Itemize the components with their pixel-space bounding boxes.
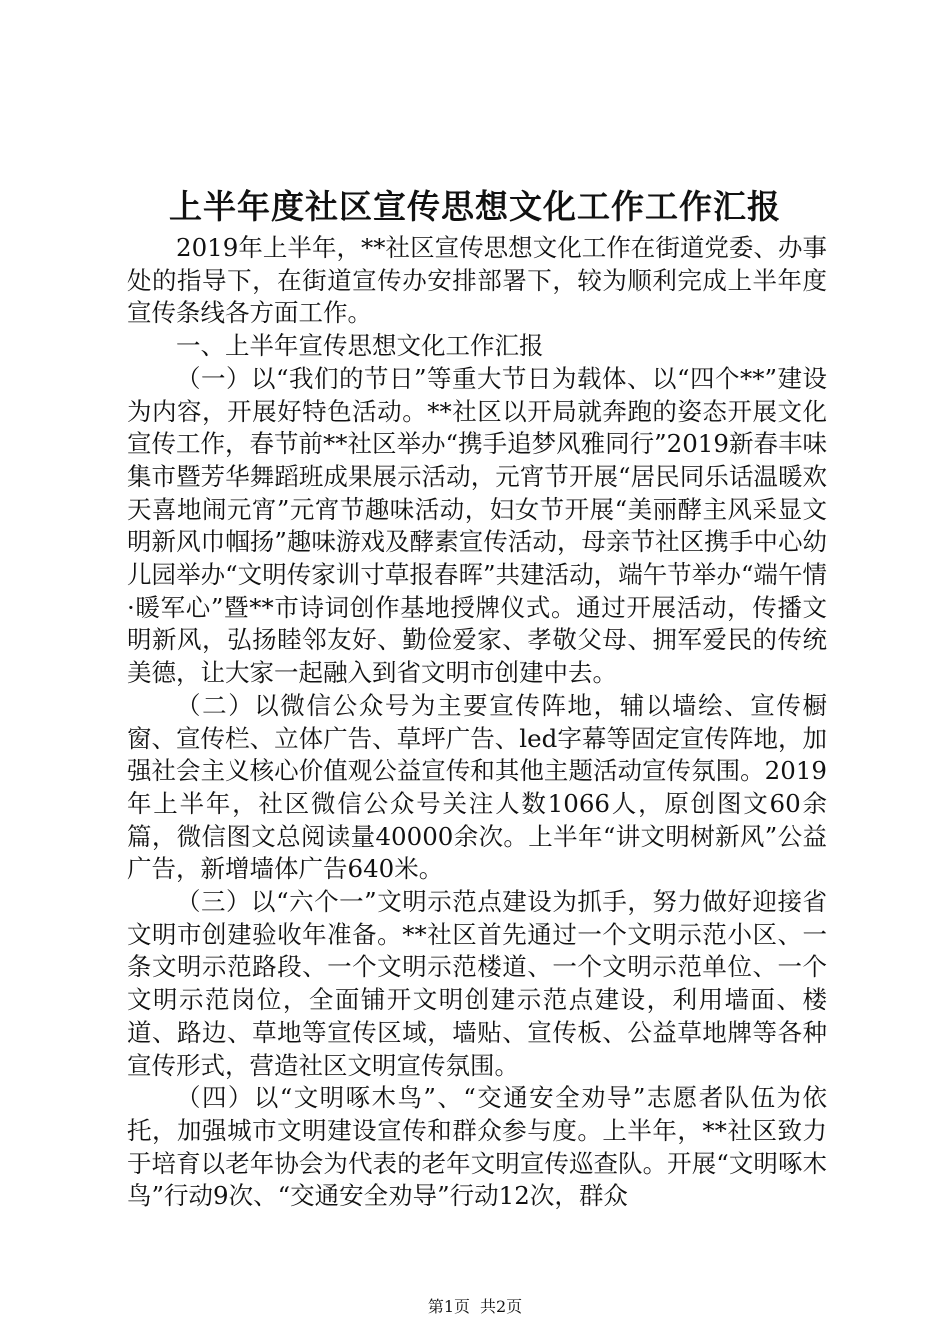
paragraph-item-3: （三）以“六个一”文明示范点建设为抓手，努力做好迎接省文明市创建验收年准备。**社区首先通过一个文明示范小区、一条文明示范路段、一个文明示范楼道、一个文明示范单位、一个文明示范岗位，全面铺开文明创建示范点建设，利用墙面、楼道、路边、草地等宣传区域，墙贴、宣传板、公益草地牌等各种宣传形式，营造社区文明宣传氛围。 — [127, 887, 827, 1080]
section-heading: 一、上半年宣传思想文化工作汇报 — [176, 331, 544, 361]
paragraph-item-4: （四）以“文明啄木鸟”、“交通安全劝导”志愿者队伍为依托，加强城市文明建设宣传和群众参与度。上半年，**社区致力于培育以老年协会为代表的老年文明宣传巡查队。开展“文明啄木鸟”行动9次、“交通安全劝导”行动12次，群众 — [127, 1083, 827, 1211]
page-number: 第1页 — [427, 1297, 470, 1316]
page-footer — [0, 1296, 950, 1318]
page-total: 共2页 — [480, 1297, 523, 1316]
paragraph-item-2: （二）以微信公众号为主要宣传阵地，辅以墙绘、宣传橱窗、宣传栏、立体广告、草坪广告、led字幕等固定宣传阵地，加强社会主义核心价值观公益宣传和其他主题活动宣传氛围。2019年上半年，社区微信公众号关注人数1066人，原创图文60余篇，微信图文总阅读量40000余次。上半年“讲文明树新风”公益广告，新增墙体广告640米。 — [127, 690, 827, 884]
document-title: 上半年度社区宣传思想文化工作工作汇报 — [169, 187, 781, 226]
paragraph-item-1: （一）以“我们的节日”等重大节日为载体、以“四个**”建设为内容，开展好特色活动。**社区以开局就奔跑的姿态开展文化宣传工作，春节前**社区举办“携手追梦风雅同行”2019新春丰味集市暨芳华舞蹈班成果展示活动，元宵节开展“居民同乐话温暖欢天喜地闹元宵”元宵节趣味活动，妇女节开展“美丽酵主风采显文明新风巾帼扬”趣味游戏及酵素宣传活动，母亲节社区携手中心幼儿园举办“文明传家训寸草报春晖”共建活动，端午节举办“端午情·暖军心”暨**市诗词创作基地授牌仪式。通过开展活动，传播文明新风，弘扬睦邻友好、勤俭爱家、孝敬父母、拥军爱民的传统美德，让大家一起融入到省文明市创建中去。 — [127, 363, 827, 688]
paragraph-intro: 2019年上半年，**社区宣传思想文化工作在街道党委、办事处的指导下，在街道宣传办安排部署下，较为顺利完成上半年度宣传条线各方面工作。 — [127, 233, 827, 328]
document-body — [127, 232, 827, 1213]
